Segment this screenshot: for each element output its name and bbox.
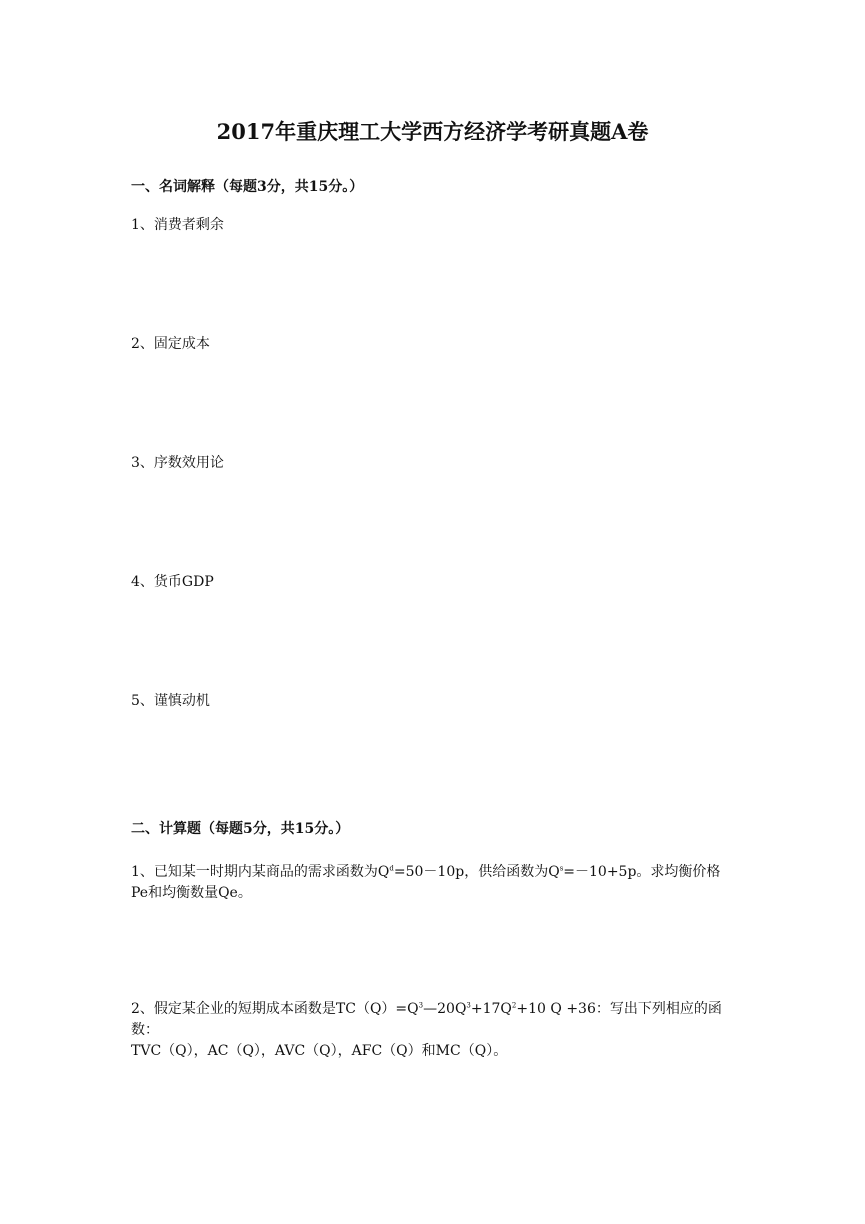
- list-item: 4、货币GDP: [131, 574, 214, 590]
- question-1-line-1: 1、已知某一时期内某商品的需求函数为$Q^d=50-10p$，供给函数为$Q^s=-10+5p$。求均衡价格: [131, 864, 721, 880]
- question-1: [131, 862, 737, 904]
- question-2-line-2: TVC（Q），AC（Q），AVC（Q），AFC（Q）和MC（Q）。: [131, 1043, 508, 1059]
- section-heading-definitions: 一、名词解释（每题3分，共15分。）: [131, 179, 364, 195]
- question-1-line-2: Pe和均衡数量Qe。: [131, 885, 252, 901]
- list-item: 1、消费者剩余: [131, 217, 224, 233]
- section-heading-calculations: 二、计算题（每题5分，共15分。）: [131, 821, 350, 837]
- question-2: [131, 999, 737, 1062]
- page-title: 2017年重庆理工大学西方经济学考研真题A卷: [216, 119, 649, 144]
- list-item: 3、序数效用论: [131, 455, 224, 471]
- list-item: 5、谨慎动机: [131, 693, 210, 709]
- question-2-line-1: 2、假定某企业的短期成本函数是$TC(Q)=Q^3—20Q^3+17Q^2+10$ Q +36：写出下列相应的函数：: [131, 1001, 722, 1038]
- list-item: 2、固定成本: [131, 336, 210, 352]
